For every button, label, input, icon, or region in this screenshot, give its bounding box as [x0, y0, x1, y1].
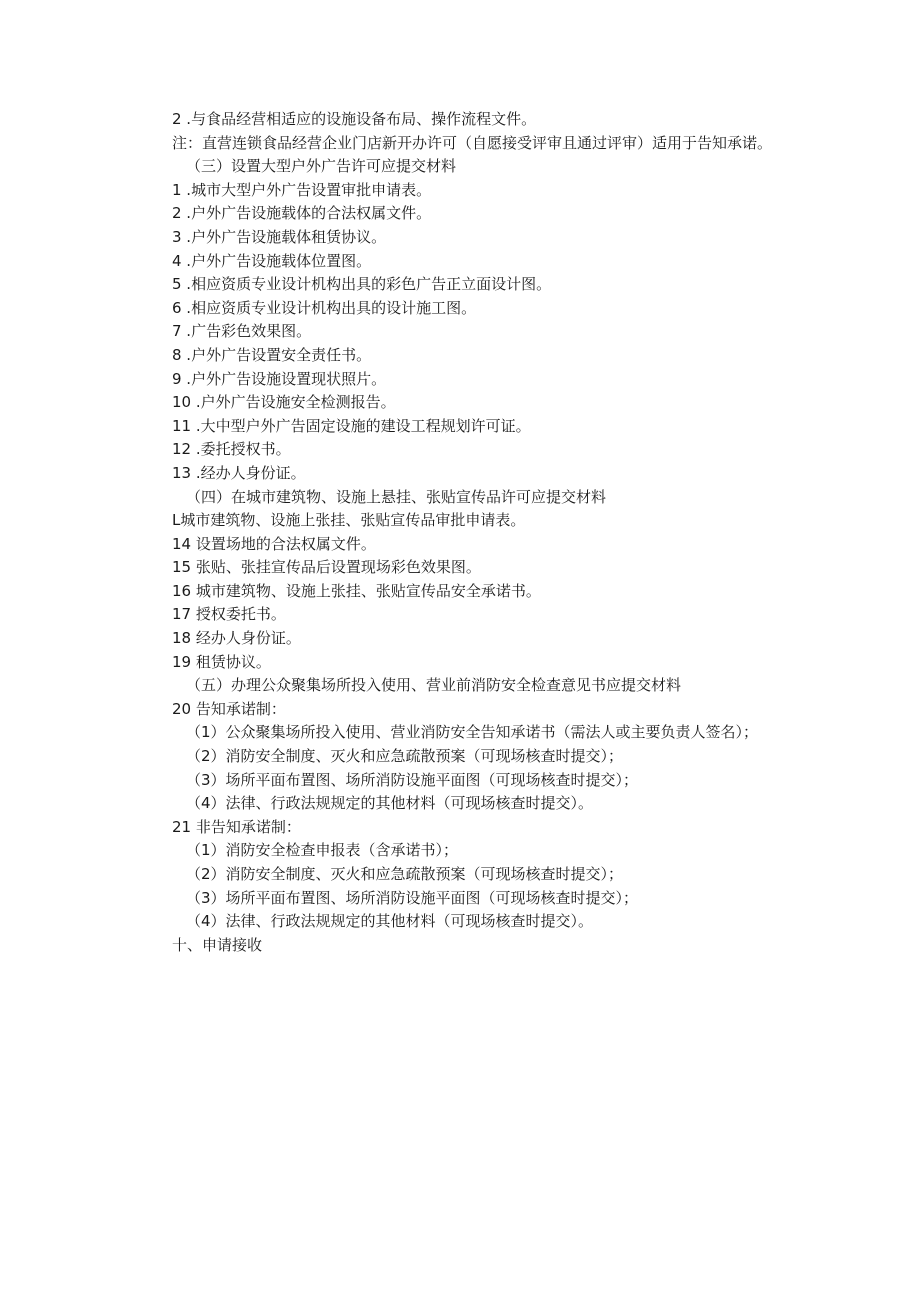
sub-list-item: （4）法律、行政法规规定的其他材料（可现场核查时提交）。	[186, 912, 594, 931]
note-paragraph: 注：直营连锁食品经营企业门店新开办许可（自愿接受评审且通过评审）适用于告知承诺。	[172, 133, 773, 152]
sub-list-item: （2）消防安全制度、灭火和应急疏散预案（可现场核查时提交）；	[186, 865, 624, 883]
list-item: 6 .相应资质专业设计机构出具的设计施工图。	[172, 298, 477, 317]
list-item: 2 .户外广告设施载体的合法权属文件。	[172, 204, 432, 223]
sub-list-item: （4）法律、行政法规规定的其他材料（可现场核查时提交）。	[186, 794, 594, 813]
list-item: 9 .户外广告设施设置现状照片。	[172, 369, 387, 388]
list-item: 15 张贴、张挂宣传品后设置现场彩色效果图。	[172, 558, 481, 577]
section-heading-4: （四）在城市建筑物、设施上悬挂、张贴宣传品许可应提交材料	[186, 487, 607, 506]
list-item: 20 告知承诺制：	[172, 699, 286, 718]
sub-list-item: （3）场所平面布置图、场所消防设施平面图（可现场核查时提交）；	[186, 770, 639, 789]
list-item: 12 .委托授权书。	[172, 440, 291, 459]
sub-list-item: （1）消防安全检查申报表（含承诺书）；	[186, 841, 459, 860]
list-item: 1 .城市大型户外广告设置审批申请表。	[172, 180, 432, 199]
list-item: 14 设置场地的合法权属文件。	[172, 534, 376, 553]
list-item: 3 .户外广告设施载体租赁协议。	[172, 227, 387, 246]
document-body	[136, 108, 776, 957]
list-item: 4 .户外广告设施载体位置图。	[172, 251, 372, 270]
list-item: 10 .户外广告设施安全检测报告。	[172, 393, 396, 412]
list-item: 7 .广告彩色效果图。	[172, 322, 312, 341]
list-item: 8 .户外广告设置安全责任书。	[172, 345, 372, 364]
list-item: 5 .相应资质专业设计机构出具的彩色广告正立面设计图。	[172, 275, 552, 294]
list-item: 16 城市建筑物、设施上张挂、张贴宣传品安全承诺书。	[172, 581, 541, 600]
list-item: 13 .经办人身份证。	[172, 463, 306, 482]
list-item: 19 租赁协议。	[172, 652, 271, 671]
list-item: 2 .与食品经营相适应的设施设备布局、操作流程文件。	[172, 110, 537, 128]
list-item: 21 非告知承诺制：	[172, 817, 301, 836]
list-item: 11 .大中型户外广告固定设施的建设工程规划许可证。	[172, 416, 531, 435]
section-heading-5: （五）办理公众聚集场所投入使用、营业前消防安全检查意见书应提交材料	[186, 676, 682, 695]
sub-list-item: （1）公众聚集场所投入使用、营业消防安全告知承诺书（需法人或主要负责人签名）；	[186, 723, 759, 742]
sub-list-item: （3）场所平面布置图、场所消防设施平面图（可现场核查时提交）；	[186, 888, 639, 907]
list-item: L城市建筑物、设施上张挂、张贴宣传品审批申请表。	[172, 511, 526, 530]
chapter-heading: 十、申请接收	[172, 935, 263, 954]
list-item: 17 授权委托书。	[172, 605, 286, 624]
sub-list-item: （2）消防安全制度、灭火和应急疏散预案（可现场核查时提交）；	[186, 747, 624, 766]
section-heading-3: （三）设置大型户外广告许可应提交材料	[186, 157, 457, 176]
list-item: 18 经办人身份证。	[172, 629, 301, 648]
